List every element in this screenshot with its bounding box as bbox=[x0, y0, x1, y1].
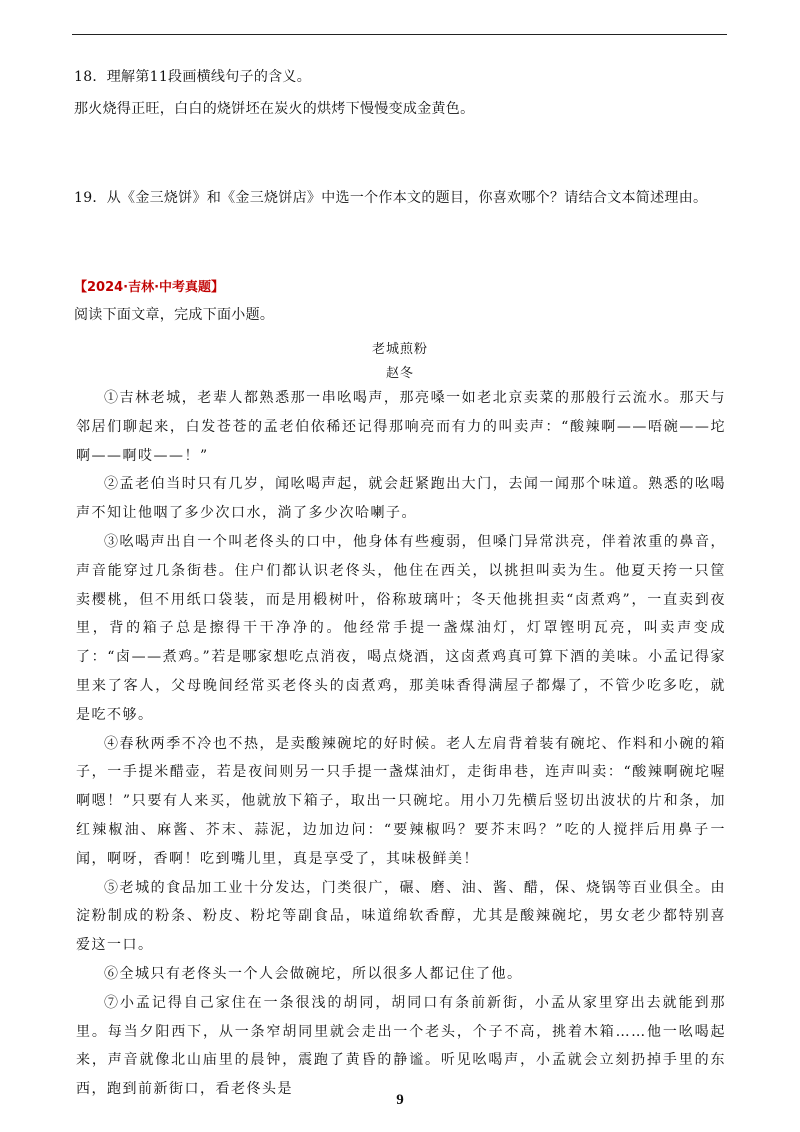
article-author: 赵冬 bbox=[385, 366, 414, 381]
article-title: 老城煎粉 bbox=[371, 342, 428, 357]
article-paragraph-6: ⑥全城只有老佟头一个人会做碗坨，所以很多人都记住了他。 bbox=[104, 965, 523, 982]
page-number: 9 bbox=[396, 1092, 404, 1108]
question-19-prompt: 19．从《金三烧饼》和《金三烧饼店》中选一个作本文的题目，你喜欢哪个？请结合文本简述理由。 bbox=[74, 190, 708, 206]
question-18-prompt: 18．理解第11段画横线句子的含义。 bbox=[74, 69, 312, 85]
article-paragraph-4: ④春秋两季不冷也不热，是卖酸辣碗坨的好时候。老人左肩背着装有碗坨、作料和小碗的箱子，一手提米醋壶，若是夜间则另一只手提一盏煤油灯，走街串巷，连声叫卖：“酸辣啊碗坨喔啊嗯！”只要有人来买，他就放下箱子，取出一只碗坨。用小刀先横后竖切出波状的片和条，加红辣椒油、麻酱、芥末、蒜泥，边加边问：“要辣椒吗？要芥末吗？”吃的人搅拌后用鼻子一闻，啊呀，香啊！吃到嘴儿里，真是享受了，其味极鲜美！ bbox=[76, 735, 726, 867]
article-paragraph-3: ③吆喝声出自一个叫老佟头的口中，他身体有些瘦弱，但嗓门异常洪亮，伴着浓重的鼻音，声音能穿过几条街巷。住户们都认识老佟头，他住在西关，以挑担叫卖为生。他夏天挎一只筐卖樱桃，但不用纸口袋装，而是用椴树叶，俗称玻璃叶；冬天他挑担卖“卤煮鸡”，一直卖到夜里，背的箱子总是擦得干干净净的。他经常手提一盏煤油灯，灯罩铿明瓦亮，叫卖声变成了：“卤——煮鸡。”若是哪家想吃点消夜，喝点烧酒，这卤煮鸡真可算下酒的美味。小孟记得家里来了客人，父母晚间经常买老佟头的卤煮鸡，那美味香得满屋子都爆了，不管少吃多吃，就是吃不够。 bbox=[76, 533, 726, 723]
article-body bbox=[76, 384, 726, 1104]
article-paragraph-2: ②孟老伯当时只有几岁，闻吆喝声起，就会赶紧跑出大门，去闻一闻那个味道。熟悉的吆喝声不知让他咽了多少次口水，淌了多少次哈喇子。 bbox=[76, 476, 726, 522]
source-tag: 【2024·吉林·中考真题】 bbox=[74, 280, 225, 295]
article-paragraph-5: ⑤老城的食品加工业十分发达，门类很广，碾、磨、油、酱、醋，保、烧锅等百业俱全。由淀粉制成的粉条、粉皮、粉坨等副食品，味道绵软香醇，尤其是酸辣碗坨，男女老少都特别喜爱这一口。 bbox=[76, 879, 726, 954]
article-paragraph-1: ①吉林老城，老辈人都熟悉那一串吆喝声，那亮嗓一如老北京卖菜的那般行云流水。那天与邻居们聊起来，白发苍苍的孟老伯依稀还记得那响亮而有力的叫卖声：“酸辣啊——唔碗——坨啊——啊哎——！” bbox=[76, 390, 726, 464]
article-paragraph-7: ⑦小孟记得自己家住在一条很浅的胡同，胡同口有条前新街，小孟从家里穿出去就能到那里。每当夕阳西下，从一条窄胡同里就会走出一个老头，个子不高，挑着木箱……他一吆喝起来，声音就像北山庙里的晨钟，震跑了黄昏的静谧。听见吆喝声，小孟就会立刻扔掉手里的东西，跑到前新街口，看老佟头是 bbox=[76, 994, 726, 1098]
question-18-sentence: 那火烧得正旺，白白的烧饼坯在炭火的烘烤下慢慢变成金黄色。 bbox=[74, 101, 475, 117]
header-rule bbox=[72, 34, 727, 35]
reading-instruction: 阅读下面文章，完成下面小题。 bbox=[74, 307, 275, 323]
